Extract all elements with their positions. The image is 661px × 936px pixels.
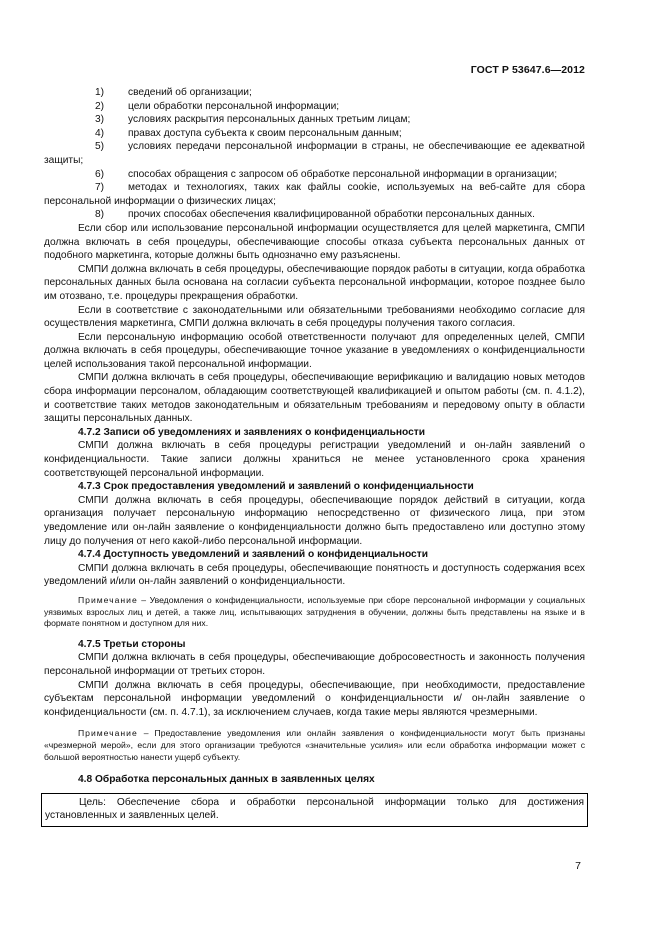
list-item: 6) способах обращения с запросом об обработке персональной информации в организации; xyxy=(95,168,558,180)
section-text-4-7-3: СМПИ должна включать в себя процедуры, обеспечивающие порядок действий в ситуации, когда организация получает персональную информацию непосредственно от физического лица, при этом уведомление или он-лайн заявление о конфиденциальности должно быть предоставлено или доступно этому лицу до получения от него какой-либо персональной информации. xyxy=(44,494,585,547)
list-item: 2) цели обработки персональной информации; xyxy=(95,100,340,112)
section-heading-4-7-2: 4.7.2 Записи об уведомлениях и заявлениях о конфиденциальности xyxy=(78,426,426,438)
section-text-4-7-4: СМПИ должна включать в себя процедуры, обеспечивающие понятность и доступность содержания всех уведомлений и/или он-лайн заявлений о конфиденциальности. xyxy=(44,562,585,588)
list-item: 4) правах доступа субъекта к своим персональным данным; xyxy=(95,127,402,139)
section-heading-4-7-5: 4.7.5 Третьи стороны xyxy=(78,638,186,650)
document-id: ГОСТ Р 53647.6—2012 xyxy=(470,64,585,76)
note-4-7-5: Примечание – Предоставление уведомления или онлайн заявления о конфиденциальности могут быть признаны «чрезмерной мерой», если для этого организации требуются «значительные усилия» или если обработка информации может с большой вероятностью нанести ущерб субъекту. xyxy=(44,728,585,762)
list-item: 8) прочих способах обеспечения квалифицированной обработки персональных данных. xyxy=(95,209,535,221)
section-heading-4-7-4: 4.7.4 Доступность уведомлений и заявлений о конфиденциальности xyxy=(78,549,428,561)
list-item: 5) условиях передачи персональной информации в страны, не обеспечивающие ее адекватной защиты; xyxy=(44,141,585,166)
paragraph-sensitive-data: Если персональную информацию особой ответственности получают для определенных целей, СМПИ должна включать в себя процедуры, обеспечивающие точное указание в уведомлениях о конфиденциальности целей использования такой персональной информации. xyxy=(44,331,585,370)
section-heading-4-8: 4.8 Обработка персональных данных в заявленных целях xyxy=(78,774,375,786)
paragraph-verification: СМПИ должна включать в себя процедуры, обеспечивающие верификацию и валидацию новых методов сбора информации персоналом, обладающим соответствующей квалификацией и опытом работы (см. п. 4.1.2), и соответствие таких методов законодательным и обязательным требованиям и передовому опыту в области защиты персональных данных. xyxy=(44,372,585,425)
section-heading-4-7-3: 4.7.3 Срок предоставления уведомлений и заявлений о конфиденциальности xyxy=(78,481,474,493)
page-number: 7 xyxy=(575,860,581,872)
note-4-7-4: Примечание – Уведомления о конфиденциальности, используемые при сборе персональной информации у социальных уязвимых взрослых лиц и детей, а также лиц, испытывающих затруднения в обучении, должны быть представлены на языке и в формате понятном и доступном для них. xyxy=(44,594,585,629)
paragraph-marketing-optout: Если сбор или использование персональной информации осуществляется для целей маркетинга, СМПИ должна включать в себя процедуры, обеспечивающие способы отказа субъекта персональных данных от подобного маркетинга, которые должны быть однозначно ему разъяснены. xyxy=(44,222,585,262)
goal-text: Цель: Обеспечение сбора и обработки персональной информации только для достижения установленных и заявленных целей. xyxy=(45,796,584,822)
page-content xyxy=(44,86,585,827)
section-text-4-7-5-a: СМПИ должна включать в себя процедуры, обеспечивающие добросовестность и законность получения персональной информации от третьих сторон. xyxy=(44,652,585,677)
paragraph-consent-withdrawal: СМПИ должна включать в себя процедуры, обеспечивающие порядок работы в ситуации, когда обработка персональных данных была основана на согласии субъекта персональной информации, которое позднее было им отозвано, т.е. процедуры прекращения обработки. xyxy=(44,263,585,302)
list-item: 1) сведений об организации; xyxy=(95,87,252,98)
section-text-4-7-2: СМПИ должна включать в себя процедуры регистрации уведомлений и он-лайн заявлений о конфиденциальности. Такие записи должны храниться не менее установленного срока хранения соответствующей персональной информации. xyxy=(44,440,585,479)
list-item: 7) методах и технологиях, таких как файлы cookie, используемых на веб-сайте для сбора персональной информации о физических лицах; xyxy=(44,182,585,207)
section-text-4-7-5-b: СМПИ должна включать в себя процедуры, обеспечивающие, при необходимости, предоставление субъектам персональной информации уведомлений о конфиденциальности и/ он-лайн заявление о конфиденциальности (см. п. 4.7.1), за исключением случаев, когда такие меры являются чрезмерными. xyxy=(44,679,585,718)
list-item: 3) условиях раскрытия персональных данных третьим лицам; xyxy=(95,114,411,126)
goal-box xyxy=(41,793,588,827)
paragraph-marketing-consent: Если в соответствие с законодательными или обязательными требованиями необходимо согласие для осуществления маркетинга, СМПИ должна включать в себя процедуры получения такого согласия. xyxy=(44,304,585,330)
